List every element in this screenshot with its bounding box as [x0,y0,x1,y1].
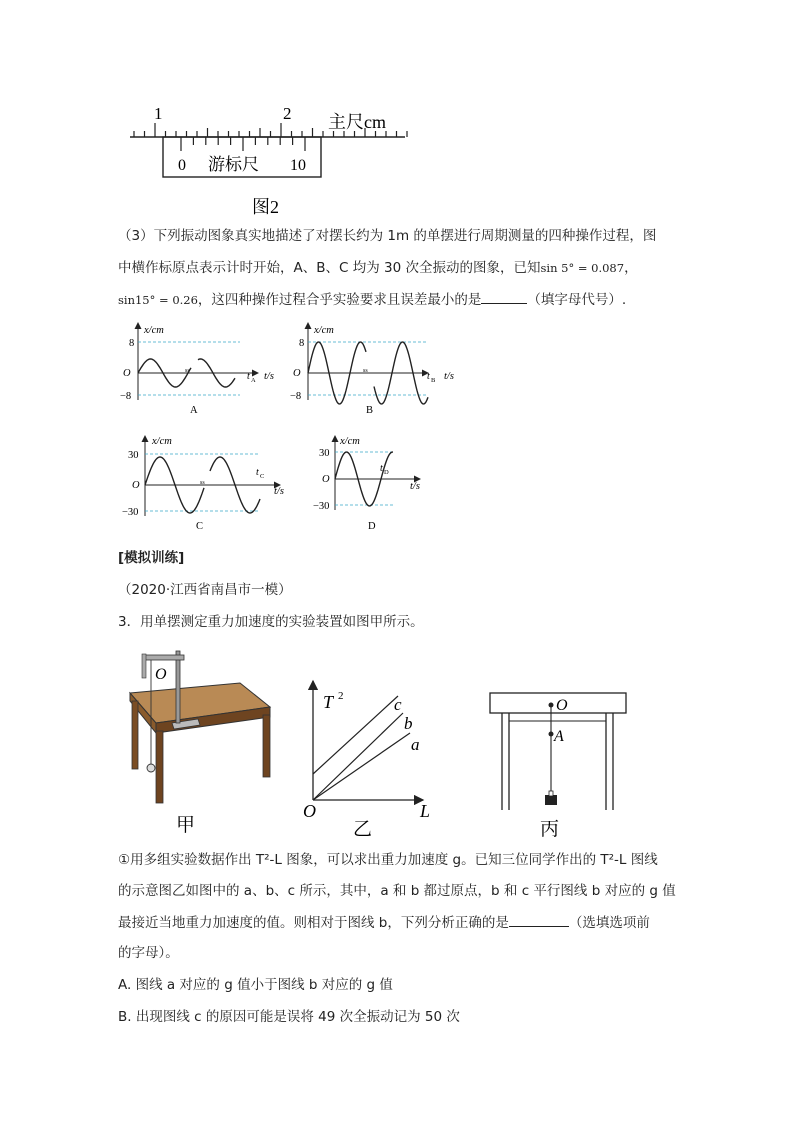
clamp-jaw [142,654,146,678]
graph-C-t-end: t [256,467,259,478]
vernier-label: 游标尺 [208,155,259,174]
graph-A-caption: A [190,405,198,416]
figure-2-label: 图2 [252,197,279,217]
question-1-line-3-end: （选填选项前 [568,915,650,931]
vernier-number-0: 0 [178,157,186,174]
question-3-intro: 3．用单摆测定重力加速度的实验装置如图甲所示。 [118,614,424,630]
bing-A-label: A [554,728,564,745]
q3-comma: ， [624,260,638,276]
question-1-line-4: 的字母）。 [118,945,179,961]
q3-line-3-text: ，这四种操作过程合乎实验要求且误差最小的是 [197,292,482,308]
vernier-number-10: 10 [290,157,306,174]
vernier-scale-ticks [181,137,305,151]
clamp-arm [144,655,184,660]
jia-O-label: O [155,666,167,683]
graph-C-top-value: 30 [128,450,139,461]
graph-A-xlabel: x/cm [144,325,164,336]
bing-O-label: O [556,697,568,714]
graph-A-origin: O [123,368,131,379]
table-leg-3 [263,715,270,777]
graph-D-bottom-value: −30 [313,501,330,512]
bing-weight-hook [549,791,553,796]
graph-C-xlabel: x/cm [152,436,172,447]
question-1-line-3 [118,912,650,933]
oscillation-graphs [110,318,490,543]
table-leg-1 [132,701,138,769]
bing-caption: 丙 [540,819,560,840]
yi-line-b [313,713,403,800]
graph-B [290,323,454,416]
section-heading: [模拟训练] [118,550,185,566]
graph-D-t-end: t [380,463,383,474]
yi-b-label: b [404,714,413,733]
graph-B-xlabel: x/cm [314,325,334,336]
table-leg-2 [156,731,163,803]
graph-A-bottom-value: −8 [120,391,132,402]
stand-rod [176,651,180,723]
figure-bing-frame [490,693,626,840]
graph-B-t-end: t [427,371,430,382]
sin15-value: sin15° = 0.26 [118,293,198,307]
graph-B-tlabel: t/s [444,371,454,382]
pendulum-bob [147,764,155,772]
answer-blank-q1[interactable] [509,912,569,927]
q3-line-2-text: 中横作标原点表示计时开始，A、B、C 均为 30 次全振动的图象，已知 [118,260,541,276]
bing-weight [545,795,557,805]
experiment-figures [118,645,638,840]
yi-T-superscript: 2 [338,690,344,702]
graph-B-top-value: 8 [299,338,305,349]
graph-B-origin: O [293,368,301,379]
graph-C-caption: C [196,521,204,532]
graph-C-tlabel: t/s [274,486,284,497]
graph-A-t-end: t [247,371,250,382]
q3-line-3-end: （填字母代号）. [527,292,627,308]
graph-B-bottom-value: −8 [290,391,302,402]
graph-A-break-mark: ss [185,368,190,374]
yi-origin-label: O [303,801,316,821]
graph-B-break-mark: ss [363,368,368,374]
main-scale-unit-label: 主尺cm [328,112,386,132]
graph-D-top-value: 30 [319,448,330,459]
figure-jia-apparatus [130,651,270,836]
yi-line-a [313,733,410,800]
graph-A-t-sub: A [251,377,256,384]
question-1-line-1: ①用多组实验数据作出 T²-L 图象，可以求出重力加速度 g。已知三位同学作出的 T²-L 图线 [118,852,658,868]
option-A[interactable]: A. 图线 a 对应的 g 值小于图线 b 对应的 g 值 [118,977,393,993]
main-scale-number-1: 1 [154,104,163,123]
graph-C-t-sub: C [260,473,265,480]
yi-T-label: T [323,692,334,712]
yi-c-label: c [394,695,402,714]
bing-point-A [549,732,554,737]
graph-A [120,323,274,416]
q3-line-3 [118,289,626,310]
graph-A-tlabel: t/s [264,371,274,382]
graph-C-bottom-value: −30 [122,507,139,518]
yi-a-label: a [411,735,420,754]
graph-D-tlabel: t/s [410,481,420,492]
question-1-line-3-text: 最接近当地重力加速度的值。则相对于图线 b，下列分析正确的是 [118,915,509,931]
answer-blank-q3[interactable] [481,289,527,304]
graph-D-xlabel: x/cm [340,436,360,447]
vernier-caliper-figure [120,95,410,220]
option-B[interactable]: B. 出现图线 c 的原因可能是误将 49 次全振动记为 50 次 [118,1009,460,1025]
yi-caption: 乙 [353,819,373,840]
graph-D-t-sub: D [384,469,389,476]
question-1-line-2: 的示意图乙如图中的 a、b、c 所示，其中，a 和 b 都过原点，b 和 c 平行图线 b 对应的 g 值 [118,883,676,899]
q3-line-1: （3）下列振动图象真实地描述了对摆长约为 1m 的单摆进行周期测量的四种操作过程，图 [118,228,657,244]
bing-point-O [549,703,554,708]
graph-A-top-value: 8 [129,338,135,349]
yi-L-label: L [420,801,431,821]
graph-C-origin: O [132,480,140,491]
graph-D [313,436,420,532]
jia-caption: 甲 [176,815,196,836]
main-scale-number-2: 2 [283,104,292,123]
sin5-value: sin 5° = 0.087 [540,261,625,275]
graph-D-caption: D [368,521,376,532]
graph-B-caption: B [366,405,374,416]
q3-line-2 [118,258,638,278]
question-source: （2020·江西省南昌市一模） [118,582,292,598]
graph-D-origin: O [322,474,330,485]
graph-B-t-sub: B [431,377,436,384]
graph-C [122,436,284,532]
graph-C-break-mark: ss [200,480,205,486]
figure-yi-graph [303,681,430,840]
